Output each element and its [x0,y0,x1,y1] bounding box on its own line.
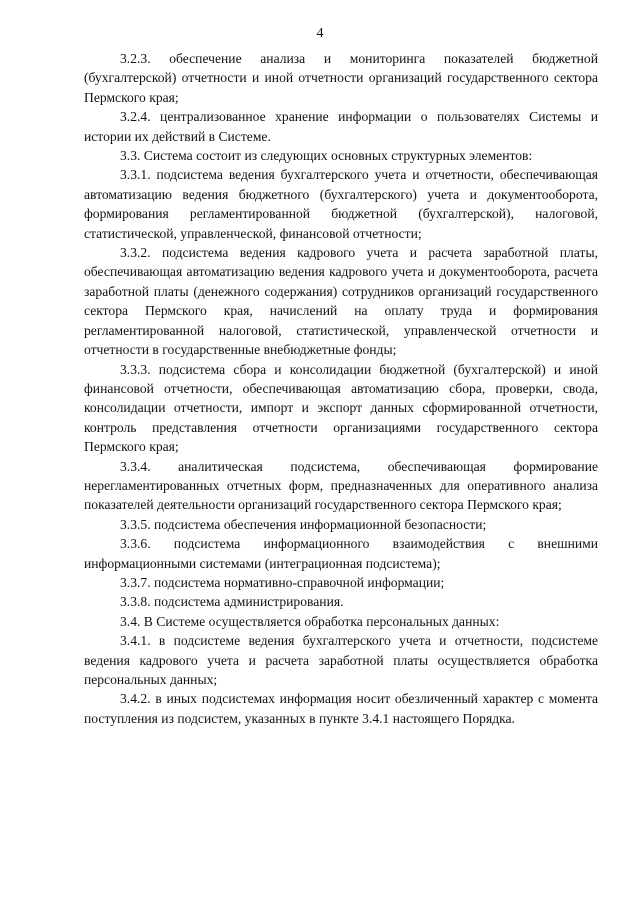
paragraph-3-3: 3.3. Система состоит из следующих основных структурных элементов: [120,148,533,164]
page-number: 4 [316,26,324,41]
paragraph-3-4: 3.4. В Системе осуществляется обработка персональных данных: [120,613,500,629]
paragraph-3-3-6: 3.3.6. подсистема информационного взаимодействия с внешними информационными системами (интеграционная подсистема); [84,536,598,571]
paragraph-3-2-3: 3.2.3. обеспечение анализа и мониторинга показателей бюджетной (бухгалтерской) отчетности и иной отчетности организаций государственного сектора Пермского края; [84,51,598,105]
paragraph-3-2-4: 3.2.4. централизованное хранение информации о пользователях Системы и истории их действий в Системе. [84,109,598,144]
paragraph-3-3-5: 3.3.5. подсистема обеспечения информационной безопасности; [120,516,487,532]
paragraph-3-3-4: 3.3.4. аналитическая подсистема, обеспечивающая формирование нерегламентированных отчетных форм, предназначенных для оперативного анализа показателей деятельности организаций государственного сектора Пермского края; [84,458,598,513]
paragraph-3-3-8: 3.3.8. подсистема администрирования. [120,594,344,610]
paragraph-3-4-1: 3.4.1. в подсистеме ведения бухгалтерского учета и отчетности, подсистеме ведения кадрового учета и расчета заработной платы осуществляется обработка персональных данных; [84,633,598,687]
paragraph-3-3-2: 3.3.2. подсистема ведения кадрового учета и расчета заработной платы, обеспечивающая автоматизацию ведения кадрового учета и документооборота, расчета заработной платы (денежного содержания) сотрудников организаций государственного сектора Пермского края, начислений на оплату труда и формирования регламентированной налоговой, статистической, управленческой отчетности и отчетности в государственные внебюджетные фонды; [84,245,598,358]
paragraph-3-4-2: 3.4.2. в иных подсистемах информация носит обезличенный характер с момента поступления из подсистем, указанных в пункте 3.4.1 настоящего Порядка. [84,691,598,726]
document-body [84,49,598,728]
paragraph-3-3-1: 3.3.1. подсистема ведения бухгалтерского учета и отчетности, обеспечивающая автоматизацию ведения бюджетного (бухгалтерского) учета и документооборота, формирования регламентированной бюджетной (бухгалтерской), налоговой, статистической, управленческой, финансовой отчетности; [84,167,598,241]
paragraph-3-3-3: 3.3.3. подсистема сбора и консолидации бюджетной (бухгалтерской) и иной финансовой отчетности, обеспечивающая автоматизацию сбора, проверки, свода, консолидации отчетности, импорт и экспорт данных сформированной отчетности, контроль представления отчетности организациями государственного сектора Пермского края; [84,361,598,455]
paragraph-3-3-7: 3.3.7. подсистема нормативно-справочной информации; [120,574,445,590]
